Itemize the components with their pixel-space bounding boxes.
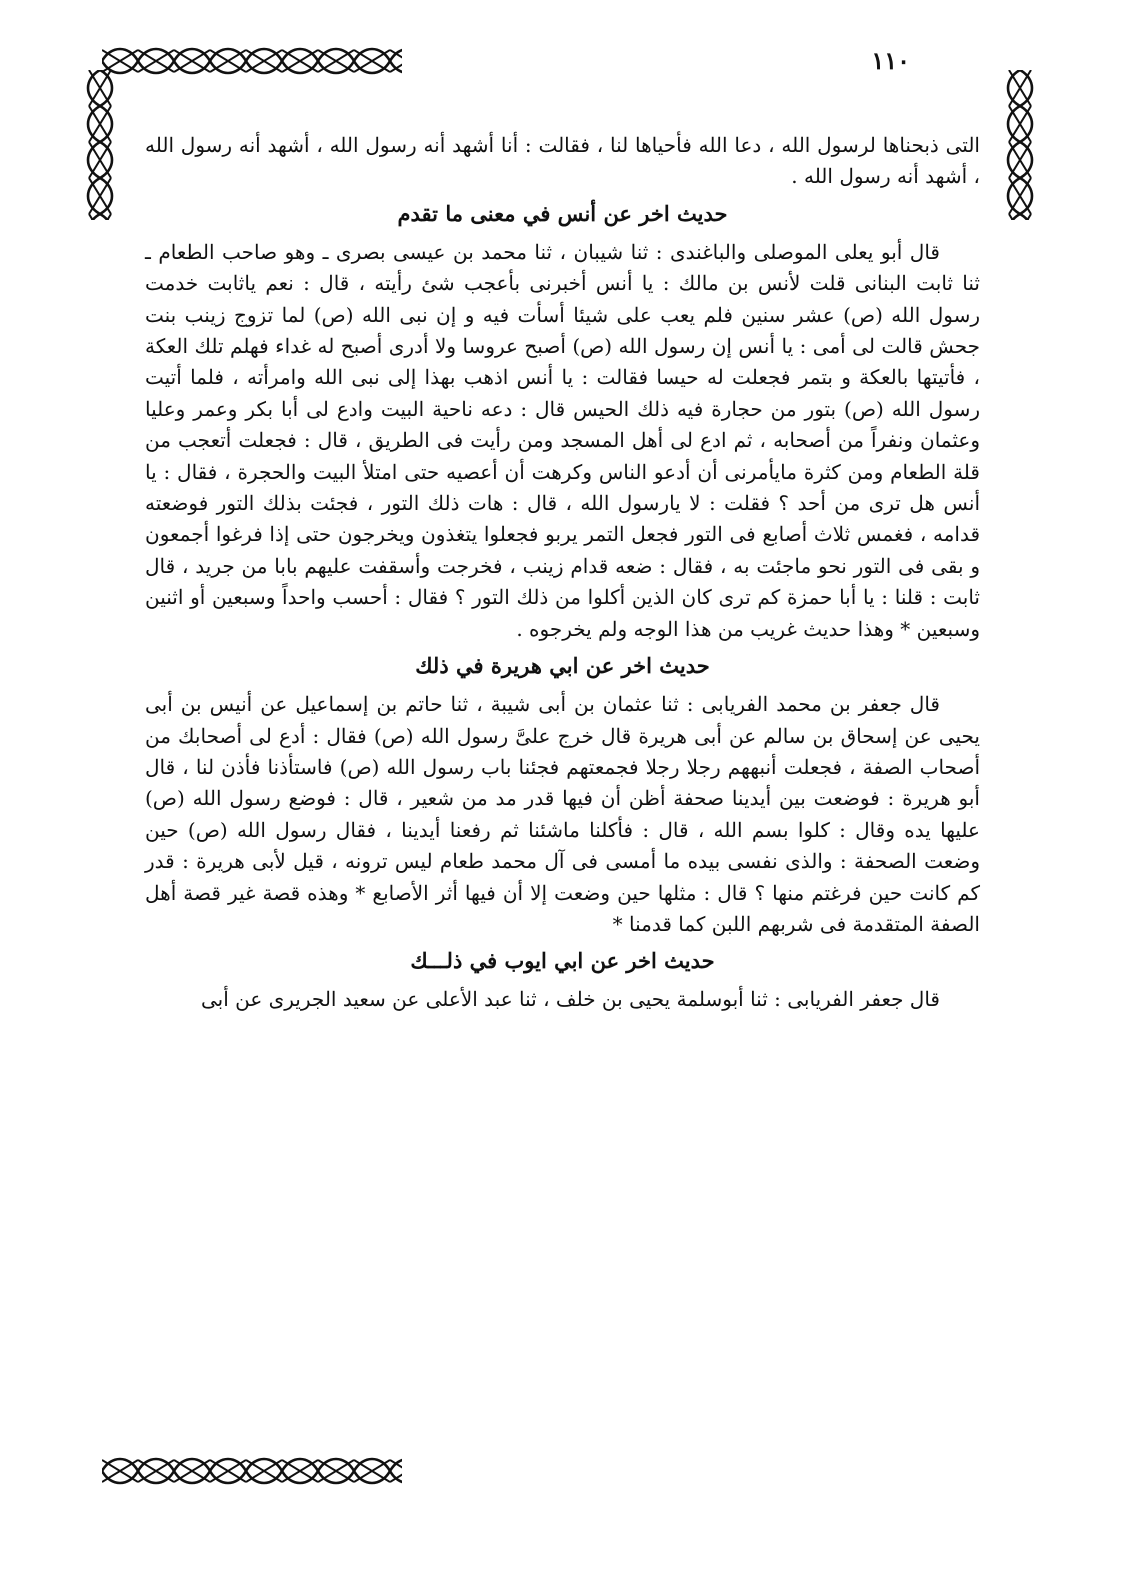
ornamental-border-top [102, 40, 402, 82]
page-number: ١١٠ [861, 40, 920, 82]
section-heading: حديث اخر عن ابي هريرة في ذلك [415, 653, 710, 679]
text-paragraph: قال جعفر بن محمد الفريابى : ثنا عثمان بن أبى شيبة ، ثنا حاتم بن إسماعيل عن أنيس بن أبى يحيى عن إسحاق بن سالم عن أبى هريرة قال خرج علىَّ رسول الله (ص) فقال : أدع لى أصحابك من أصحاب الصفة ، فجعلت أنبههم رجلا رجلا فجمعتهم فجئنا باب رسول الله (ص) فاستأذنا فأذن لنا ، قال أبو هريرة : فوضعت بين أيدينا صحفة أظن أن فيها قدر مد من شعير ، قال : فوضع رسول الله (ص) عليها يده وقال : كلوا بسم الله ، قال : فأكلنا ماشئنا ثم رفعنا أيدينا ، فقال رسول الله (ص) حين وضعت الصحفة : والذى نفسى بيده ما أمسى فى آل محمد طعام ليس ترونه ، قيل لأبى هريرة : قدر كم كانت حين فرغتم منها ؟ قال : مثلها حين وضعت إلا أن فيها أثر الأصابع * وهذه قصة غير قصة أهل الصفة المتقدمة فى شربهم اللبن كما قدمنا * [145, 692, 981, 936]
ornamental-border-left [80, 70, 120, 220]
page-content [145, 130, 980, 1415]
text-paragraph: قال جعفر الفريابى : ثنا أبوسلمة يحيى بن خلف ، ثنا عبد الأعلى عن سعيد الجريرى عن أبى [200, 987, 940, 1012]
section-heading: حديث اخر عن أنس في معنى ما تقدم [397, 200, 728, 226]
section-heading: حديث اخر عن ابي ايوب في ذلـــك [410, 948, 715, 974]
text-paragraph: التى ذبحناها لرسول الله ، دعا الله فأحياها لنا ، فقالت : أنا أشهد أنه رسول الله ، أشهد أنه رسول الله ، أشهد أنه رسول الله . [145, 133, 980, 189]
page-frame [80, 40, 1040, 1490]
text-paragraph: قال أبو يعلى الموصلى والباغندى : ثنا شيبان ، ثنا محمد بن عيسى بصرى ـ وهو صاحب الطعام ـ ثنا ثابت البنانى قلت لأنس بن مالك : يا أنس أخبرنى بأعجب شئ رأيته ، قال : نعم ياثابت خدمت رسول الله (ص) عشر سنين فلم يعب على شيئا أسأت فيه و إن نبى الله (ص) لما تزوج زينب بنت جحش قالت لى أمى : يا أنس إن رسول الله (ص) أصبح عروسا ولا أدرى أصبح له غداء فهلم تلك العكة ، فأتيتها بالعكة و بتمر فجعلت له حيسا فقالت : يا أنس اذهب بهذا إلى نبى الله وامرأته ، فلما أتيت رسول الله (ص) بتور من حجارة فيه ذلك الحيس قال : دعه ناحية البيت وادع لى أبا بكر وعمر وعليا وعثمان ونفراً من أصحابه ، ثم ادع لى أهل المسجد ومن رأيت فى الطريق ، قال : فجعلت أتعجب من قلة الطعام ومن كثرة مايأمرنى أن أدعو الناس وكرهت أن أعصيه حتى امتلأ البيت والحجرة ، فقال : يا أنس هل ترى من أحد ؟ فقلت : لا يارسول الله ، قال : هات ذلك التور ، فجئت بذلك التور فوضعته قدامه ، فغمس ثلاث أصابع فى التور فجعل التمر يربو فجعلوا يتغذون ويخرجون حتى إذا فرغوا أجمعون و بقى فى التور نحو ماجئت به ، فقال : ضعه قدام زينب ، فخرجت وأسقفت عليهم بابا من جريد ، قال ثابت : قلنا : يا أبا حمزة كم ترى كان الذين أكلوا من ذلك التور ؟ فقال : أحسب واحداً وسبعين أو اثنين وسبعين * وهذا حديث غريب من هذا الوجه ولم يخرجوه . [145, 239, 980, 641]
ornamental-border-right [1000, 70, 1040, 220]
ornamental-border-bottom [102, 1450, 402, 1490]
